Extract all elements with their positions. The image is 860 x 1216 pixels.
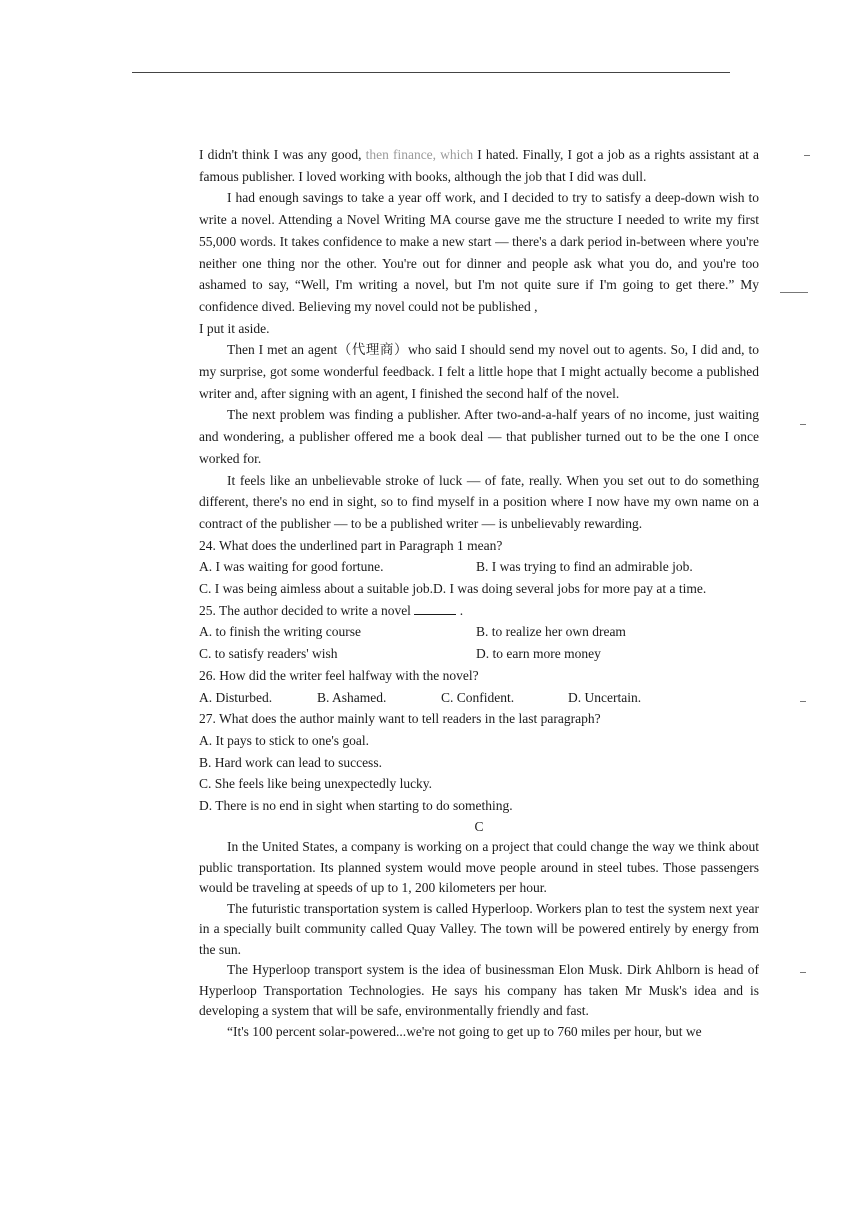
option-c[interactable]: C. to satisfy readers' wish: [199, 646, 338, 662]
options-row: [199, 687, 759, 709]
question-27: [199, 708, 759, 817]
passage-b-paragraph-3: Then I met an agent（代理商）who said I should send my novel out to agents. So, I did and, to my surprise, got some wonderful feedback. I felt a little hope that I might actually become a published writer and, after signing with an agent, I finished the second half of the novel.: [199, 342, 759, 401]
passage-c-paragraph-1: In the United States, a company is working on a project that could change the way we think about public transportation. Its planned system would move people around in steel tubes. Those passengers would be traveling at speeds of up to 1, 200 kilometers per hour.: [199, 839, 759, 896]
passage-c-paragraph-3: The Hyperloop transport system is the idea of businessman Elon Musk. Dirk Ahlborn is head of Hyperloop Transportation Technologies. He says his company has taken Mr Musk's idea and is developing a system that will be safe, environmentally friendly and fast.: [199, 962, 759, 1019]
options-row: [199, 643, 759, 665]
option-c[interactable]: C. Confident.: [441, 689, 515, 705]
top-rule: [132, 72, 730, 73]
faded-text: then finance, which: [365, 147, 474, 162]
question-stem: 25. The author decided to write a novel .: [199, 602, 464, 618]
exam-page: [199, 144, 759, 1042]
options-row: [199, 556, 759, 578]
passage-c: [199, 817, 759, 1043]
option-a[interactable]: A. I was waiting for good fortune.: [199, 559, 384, 575]
section-label: C: [474, 818, 484, 834]
option-d[interactable]: D. Uncertain.: [568, 689, 642, 705]
passage-b-paragraph-2-tail: I put it aside.: [199, 320, 270, 336]
margin-mark: [800, 972, 806, 973]
option-a[interactable]: A. to finish the writing course: [199, 624, 361, 640]
question-24: [199, 535, 759, 600]
option-d[interactable]: D. I was doing several jobs for more pay at a time.: [432, 581, 707, 597]
option-b[interactable]: B. Ashamed.: [317, 689, 387, 705]
option-c[interactable]: C. She feels like being unexpectedly lucky.: [199, 776, 433, 792]
margin-mark: [800, 424, 806, 425]
question-25: [199, 600, 759, 665]
passage-b-paragraph-1: I didn't think I was any good, then finance, which I hated. Finally, I got a job as a rights assistant at a famous publisher. I loved working with books, although the job that I did was dull.: [199, 147, 759, 184]
option-b[interactable]: B. I was trying to find an admirable job.: [476, 559, 693, 575]
option-d[interactable]: D. There is no end in sight when starting to do something.: [199, 798, 513, 814]
margin-mark: [804, 155, 810, 156]
option-c[interactable]: C. I was being aimless about a suitable job.: [199, 581, 433, 597]
passage-b-paragraph-5: It feels like an unbelievable stroke of luck — of fate, really. When you set out to do something different, there's no end in sight, so to find myself in a position where I now have my own name on a contract of the publisher — to be a published writer — is unbelievably rewarding.: [199, 472, 759, 531]
margin-mark: [780, 292, 808, 293]
question-stem: 26. How did the writer feel halfway with the novel?: [199, 667, 479, 683]
option-a[interactable]: A. It pays to stick to one's goal.: [199, 732, 370, 748]
option-b[interactable]: B. Hard work can lead to success.: [199, 754, 382, 770]
option-d[interactable]: D. to earn more money: [476, 646, 601, 662]
margin-mark: [800, 701, 806, 702]
option-b[interactable]: B. to realize her own dream: [476, 624, 626, 640]
passage-b: [199, 144, 759, 535]
passage-b-paragraph-4: The next problem was finding a publisher. After two-and-a-half years of no income, just waiting and wondering, a publisher offered me a book deal — that publisher turned out to be the one I once worked for.: [199, 407, 759, 466]
question-26: [199, 665, 759, 708]
question-stem: 24. What does the underlined part in Paragraph 1 mean?: [199, 537, 503, 553]
passage-b-paragraph-2: I had enough savings to take a year off work, and I decided to try to satisfy a deep-down wish to write a novel. Attending a Novel Writing MA course gave me the structure I needed to write my first 55,000 words. It takes confidence to make a new start — there's a dark period in-between where you're neither one thing nor the other. You're out for dinner and people ask what you do, and you're too ashamed to say, “Well, I'm writing a novel, but I'm not quite sure if I'm going to get there.” My confidence dived. Believing my novel could not be published ,: [199, 190, 759, 314]
question-stem: 27. What does the author mainly want to tell readers in the last paragraph?: [199, 711, 601, 727]
passage-c-paragraph-4: “It's 100 percent solar-powered...we're not going to get up to 760 miles per hour, but we: [227, 1023, 702, 1039]
options-row: [199, 621, 759, 643]
passage-c-paragraph-2: The futuristic transportation system is called Hyperloop. Workers plan to test the system next year in a specially built community called Quay Valley. The town will be powered entirely by energy from the sun.: [199, 900, 759, 957]
option-a[interactable]: A. Disturbed.: [199, 689, 273, 705]
answer-blank: [414, 602, 456, 615]
options-row: [199, 578, 759, 600]
